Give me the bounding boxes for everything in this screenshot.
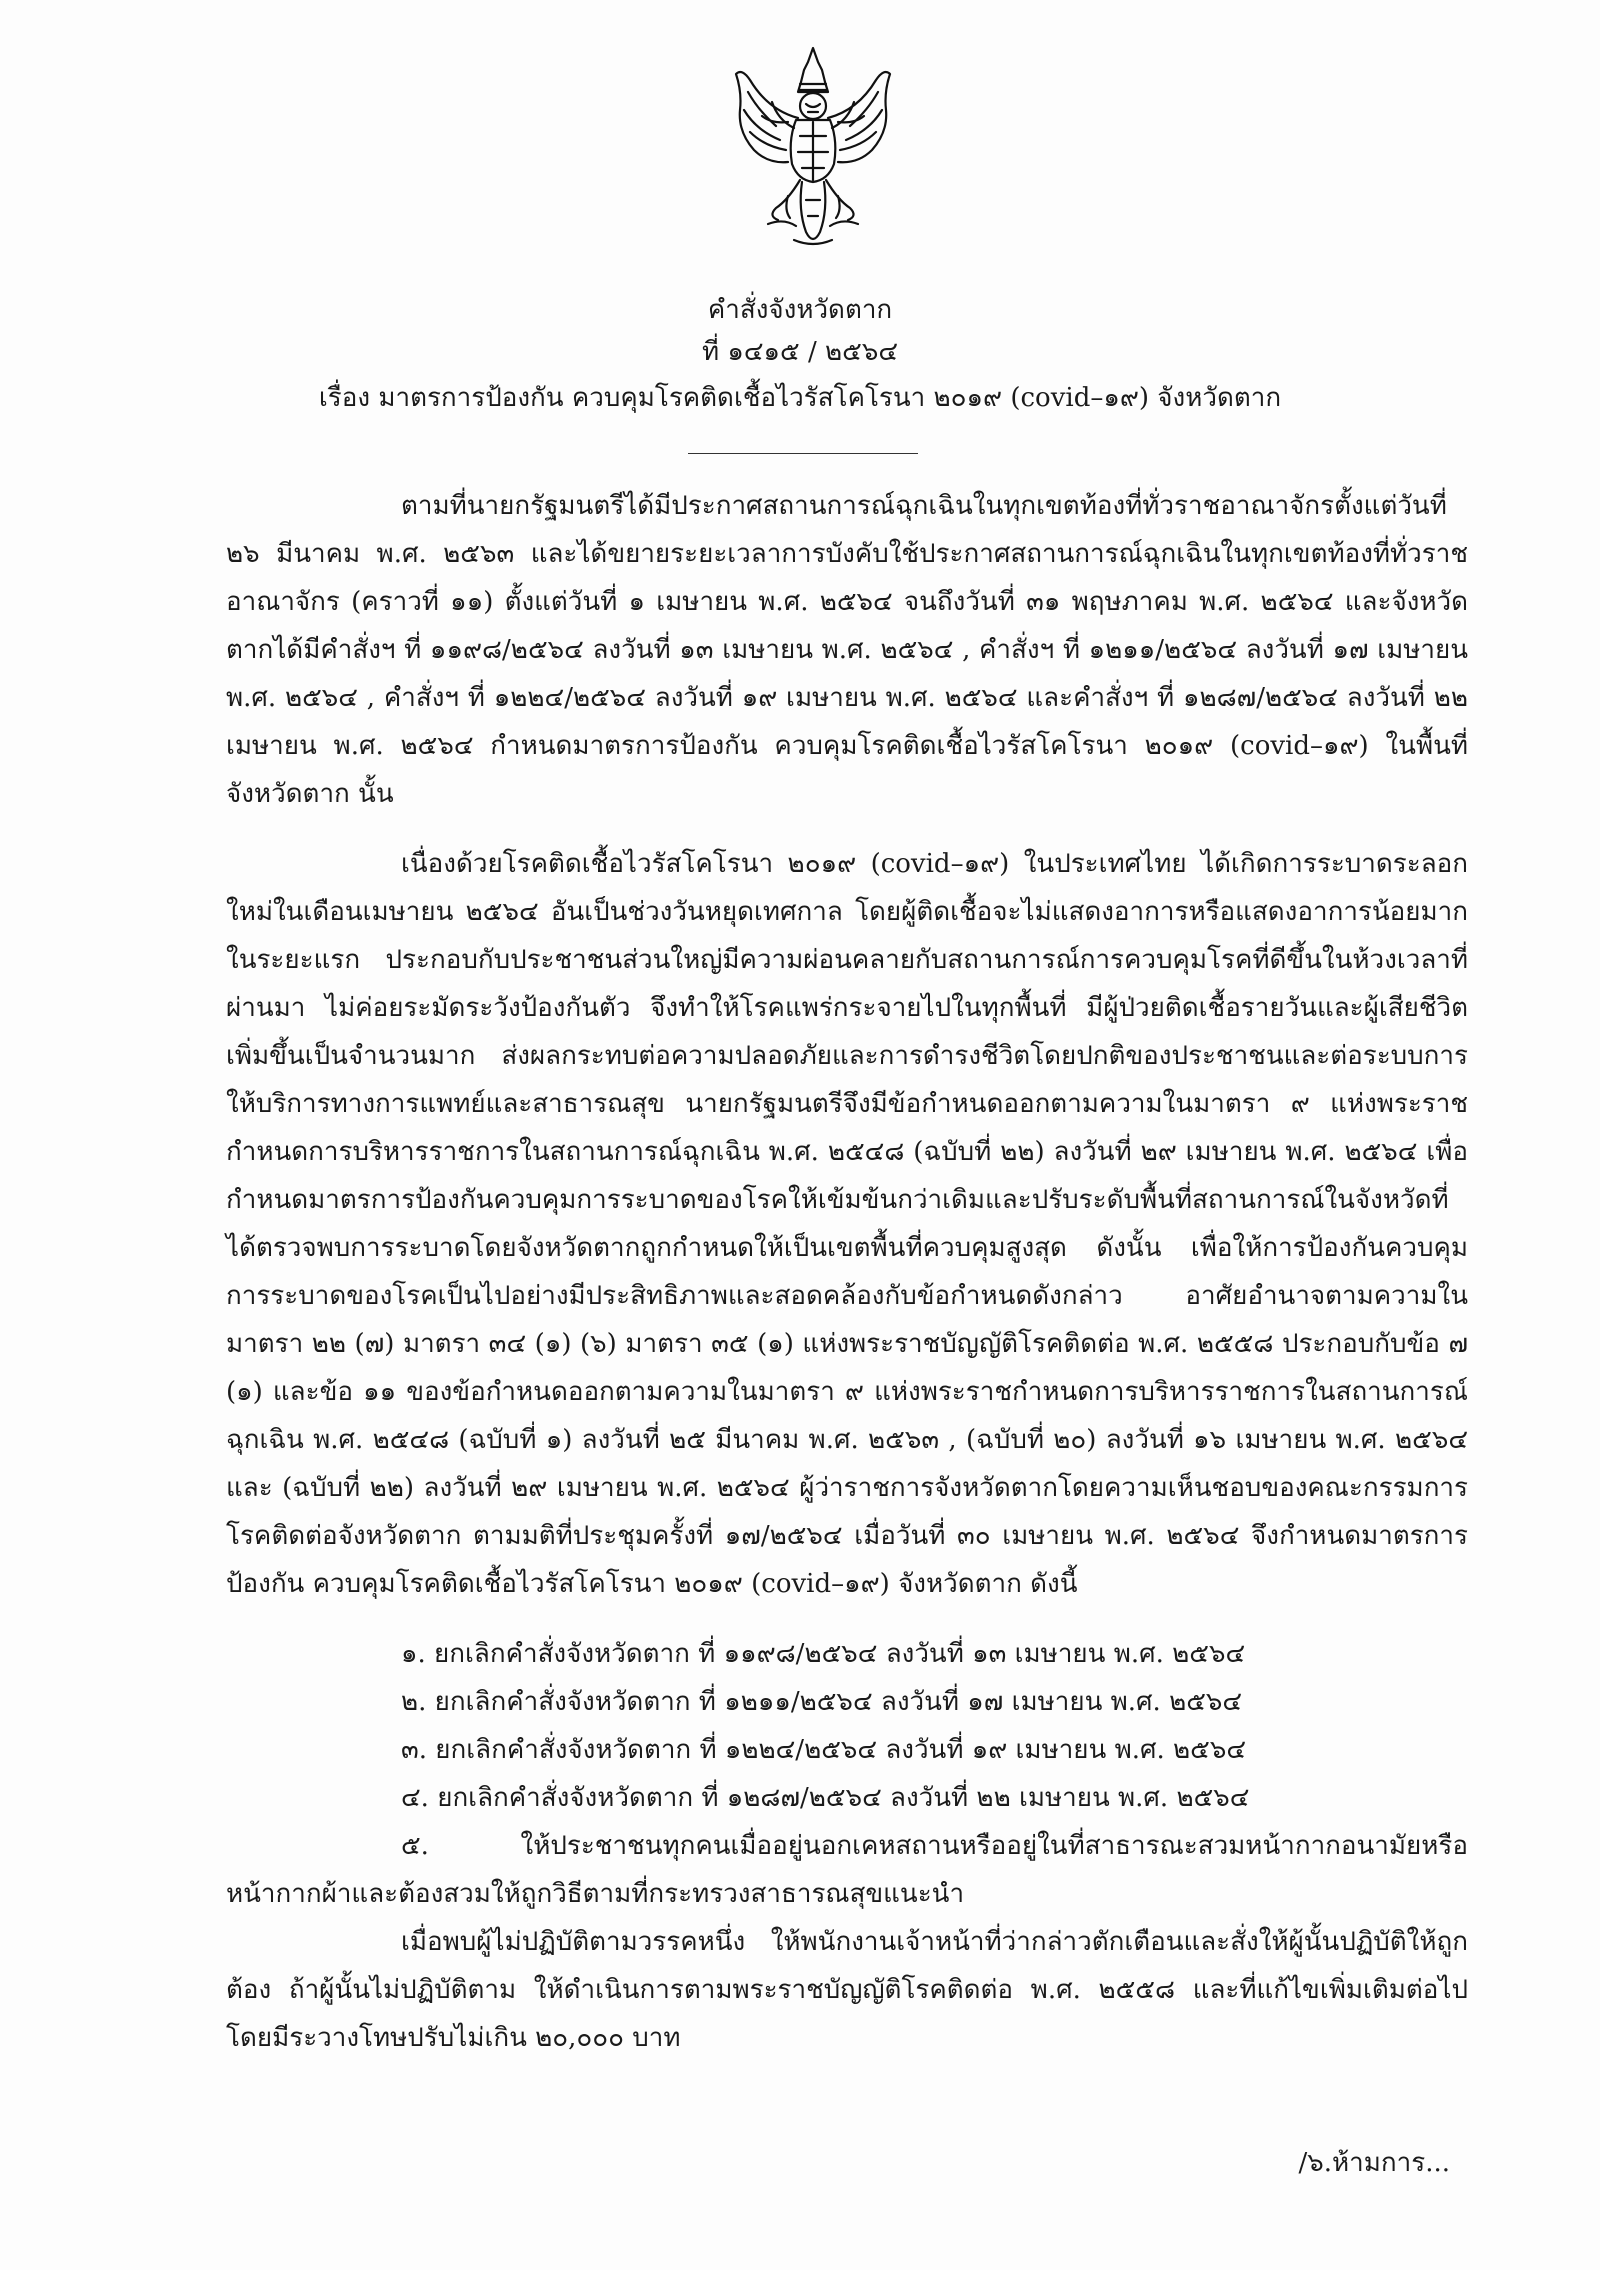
order-number: ที่ ๑๔๑๕ / ๒๕๖๔ bbox=[701, 337, 899, 367]
order-subject: เรื่อง มาตรการป้องกัน ควบคุมโรคติดเชื้อไวรัสโคโรนา ๒๐๑๙ (covid–๑๙) จังหวัดตาก bbox=[318, 383, 1282, 413]
paragraph-background: ตามที่นายกรัฐมนตรีได้มีประกาศสถานการณ์ฉุกเฉินในทุกเขตท้องที่ทั่วราชอาณาจักรตั้งแต่วันที่ ๒๖ มีนาคม พ.ศ. ๒๕๖๓ และได้ขยายระยะเวลาการบังคับใช้ประกาศสถานการณ์ฉุกเฉินในทุกเขตท้องที่ทั่วราชอาณาจักร (คราวที่ ๑๑) ตั้งแต่วันที่ ๑ เมษายน พ.ศ. ๒๕๖๔ จนถึงวันที่ ๓๑ พฤษภาคม พ.ศ. ๒๕๖๔ และจังหวัดตากได้มีคำสั่งฯ ที่ ๑๑๙๘/๒๕๖๔ ลงวันที่ ๑๓ เมษายน พ.ศ. ๒๕๖๔ , คำสั่งฯ ที่ ๑๒๑๑/๒๕๖๔ ลงวันที่ ๑๗ เมษายน พ.ศ. ๒๕๖๔ , คำสั่งฯ ที่ ๑๒๒๔/๒๕๖๔ ลงวันที่ ๑๙ เมษายน พ.ศ. ๒๕๖๔ และคำสั่งฯ ที่ ๑๒๘๗/๒๕๖๔ ลงวันที่ ๒๒ เมษายน พ.ศ. ๒๕๖๔ กำหนดมาตรการป้องกัน ควบคุมโรคติดเชื้อไวรัสโคโรนา ๒๐๑๙ (covid–๑๙) ในพื้นที่จังหวัดตาก นั้น bbox=[226, 491, 1468, 809]
document-body bbox=[226, 482, 1468, 2062]
continuation-note: /๖.ห้ามการ... bbox=[1298, 2148, 1450, 2178]
title-divider bbox=[688, 453, 918, 454]
list-item: ๑. ยกเลิกคำสั่งจังหวัดตาก ที่ ๑๑๙๘/๒๕๖๔ ลงวันที่ ๑๓ เมษายน พ.ศ. ๒๕๖๔ bbox=[401, 1639, 1246, 1669]
mask-rule-penalty: เมื่อพบผู้ไม่ปฏิบัติตามวรรคหนึ่ง ให้พนักงานเจ้าหน้าที่ว่ากล่าวตักเตือนและสั่งให้ผู้นั้นปฏิบัติให้ถูกต้อง ถ้าผู้นั้นไม่ปฏิบัติตาม ให้ดำเนินการตามพระราชบัญญัติโรคติดต่อ พ.ศ. ๒๕๕๘ และที่แก้ไขเพิ่มเติมต่อไป โดยมีระวางโทษปรับไม่เกิน ๒๐,๐๐๐ บาท bbox=[226, 1927, 1468, 2053]
document-title: คำสั่งจังหวัดตาก bbox=[707, 295, 893, 325]
list-item-mask-rule: ๕. ให้ประชาชนทุกคนเมื่ออยู่นอกเคหสถานหรืออยู่ในที่สาธารณะสวมหน้ากากอนามัยหรือหน้ากากผ้าและต้องสวมให้ถูกวิธีตามที่กระทรวงสาธารณสุขแนะนำ bbox=[226, 1831, 1468, 1909]
list-item: ๔. ยกเลิกคำสั่งจังหวัดตาก ที่ ๑๒๘๗/๒๕๖๔ ลงวันที่ ๒๒ เมษายน พ.ศ. ๒๕๖๔ bbox=[401, 1783, 1250, 1813]
paragraph-reasons: เนื่องด้วยโรคติดเชื้อไวรัสโคโรนา ๒๐๑๙ (covid–๑๙) ในประเทศไทย ได้เกิดการระบาดระลอกใหม่ในเดือนเมษายน ๒๕๖๔ อันเป็นช่วงวันหยุดเทศกาล โดยผู้ติดเชื้อจะไม่แสดงอาการหรือแสดงอาการน้อยมากในระยะแรก ประกอบกับประชาชนส่วนใหญ่มีความผ่อนคลายกับสถานการณ์การควบคุมโรคที่ดีขึ้นในห้วงเวลาที่ผ่านมา ไม่ค่อยระมัดระวังป้องกันตัว จึงทำให้โรคแพร่กระจายไปในทุกพื้นที่ มีผู้ป่วยติดเชื้อรายวันและผู้เสียชีวิตเพิ่มขึ้นเป็นจำนวนมาก ส่งผลกระทบต่อความปลอดภัยและการดำรงชีวิตโดยปกติของประชาชนและต่อระบบการให้บริการทางการแพทย์และสาธารณสุข นายกรัฐมนตรีจึงมีข้อกำหนดออกตามความในมาตรา ๙ แห่งพระราชกำหนดการบริหารราชการในสถานการณ์ฉุกเฉิน พ.ศ. ๒๕๔๘ (ฉบับที่ ๒๒) ลงวันที่ ๒๙ เมษายน พ.ศ. ๒๕๖๔ เพื่อกำหนดมาตรการป้องกันควบคุมการระบาดของโรคให้เข้มข้นกว่าเดิมและปรับระดับพื้นที่สถานการณ์ในจังหวัดที่ได้ตรวจพบการระบาดโดยจังหวัดตากถูกกำหนดให้เป็นเขตพื้นที่ควบคุมสูงสุด ดังนั้น เพื่อให้การป้องกันควบคุมการระบาดของโรคเป็นไปอย่างมีประสิทธิภาพและสอดคล้องกับข้อกำหนดดังกล่าว อาศัยอำนาจตามความในมาตรา ๒๒ (๗) มาตรา ๓๔ (๑) (๖) มาตรา ๓๕ (๑) แห่งพระราชบัญญัติโรคติดต่อ พ.ศ. ๒๕๕๘ ประกอบกับข้อ ๗ (๑) และข้อ ๑๑ ของข้อกำหนดออกตามความในมาตรา ๙ แห่งพระราชกำหนดการบริหารราชการในสถานการณ์ฉุกเฉิน พ.ศ. ๒๕๔๘ (ฉบับที่ ๑) ลงวันที่ ๒๕ มีนาคม พ.ศ. ๒๕๖๓ , (ฉบับที่ ๒๐) ลงวันที่ ๑๖ เมษายน พ.ศ. ๒๕๖๔ และ (ฉบับที่ ๒๒) ลงวันที่ ๒๙ เมษายน พ.ศ. ๒๕๖๔ ผู้ว่าราชการจังหวัดตากโดยความเห็นชอบของคณะกรรมการโรคติดต่อจังหวัดตาก ตามมติที่ประชุมครั้งที่ ๑๗/๒๕๖๔ เมื่อวันที่ ๓๐ เมษายน พ.ศ. ๒๕๖๔ จึงกำหนดมาตรการป้องกัน ควบคุมโรคติดเชื้อไวรัสโคโรนา ๒๐๑๙ (covid–๑๙) จังหวัดตาก ดังนี้ bbox=[226, 849, 1468, 1599]
list-item: ๒. ยกเลิกคำสั่งจังหวัดตาก ที่ ๑๒๑๑/๒๕๖๔ ลงวันที่ ๑๗ เมษายน พ.ศ. ๒๕๖๔ bbox=[401, 1687, 1243, 1717]
garuda-emblem-icon bbox=[728, 40, 898, 255]
list-item: ๓. ยกเลิกคำสั่งจังหวัดตาก ที่ ๑๒๒๔/๒๕๖๔ ลงวันที่ ๑๙ เมษายน พ.ศ. ๒๕๖๔ bbox=[401, 1735, 1247, 1765]
